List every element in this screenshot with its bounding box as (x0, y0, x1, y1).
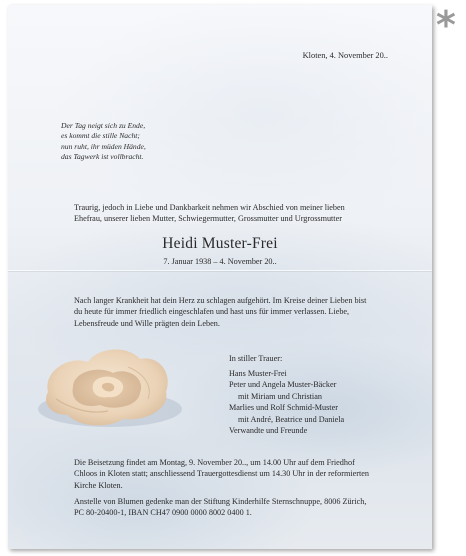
mourners-list (229, 368, 344, 436)
poem-line: Der Tag neigt sich zu Ende, (61, 121, 146, 130)
donation-info (74, 496, 391, 519)
asterisk-icon: * (436, 3, 456, 47)
body-line: du heute für immer friedlich eingeschlafen und hast uns für immer verlassen. Liebe, (74, 307, 350, 317)
mourner-line: Peter und Angela Muster-Bäcker (229, 380, 337, 390)
body-line: Nach langer Krankheit hat dein Herz zu schlagen aufgehört. Im Kreise deiner Lieben bist (74, 296, 367, 305)
poem (61, 121, 146, 163)
body-text (74, 295, 391, 329)
intro-line: Traurig, jedoch in Liebe und Dankbarkeit nehmen wir Abschied von meiner lieben (74, 203, 345, 212)
mourner-line: Marlies und Rolf Schmid-Muster (229, 403, 338, 413)
rose-image (28, 337, 183, 437)
poem-line: das Tagwerk ist vollbracht. (61, 152, 144, 162)
donation-line: Anstelle von Blumen gedenke man der Stiftung Kinderhilfe Sternschnuppe, 8006 Zürich, (74, 497, 367, 506)
body-line: Lebensfreude und Wille prägten dein Leben. (74, 318, 220, 328)
poem-line: nun ruht, ihr müden Hände, (61, 141, 146, 151)
mourners-heading: In stiller Trauer: (229, 354, 283, 363)
mourner-line: Verwandte und Freunde (229, 426, 308, 436)
mourner-line: mit André, Beatrice und Daniela (238, 414, 345, 424)
mourner-line: Hans Muster-Frei (229, 369, 287, 378)
poem-line: es kommt die stille Nacht; (61, 131, 140, 141)
donation-line: PC 80-20400-1, IBAN CH47 0900 0000 8002 0400 1. (74, 508, 252, 518)
funeral-info (74, 457, 391, 491)
obituary-card (8, 5, 432, 549)
mourner-line: mit Miriam und Christian (238, 391, 322, 401)
intro-line: Ehefrau, unserer lieben Mutter, Schwiegermutter, Grossmutter und Urgrossmutter (74, 214, 342, 224)
deceased-name: Heidi Muster-Frei (162, 235, 278, 252)
funeral-line: Chloos in Kloten statt; anschliessend Trauergottesdienst um 14.30 Uhr in der reformierten (74, 469, 370, 479)
funeral-line: Die Beisetzung findet am Montag, 9. November 20.., um 14.00 Uhr auf dem Friedhof (74, 458, 355, 467)
intro-text (74, 202, 391, 225)
fold-line (8, 270, 432, 271)
place-date: Kloten, 4. November 20.. (302, 51, 388, 60)
funeral-line: Kirche Kloten. (74, 480, 123, 490)
life-dates: 7. Januar 1938 – 4. November 20.. (163, 257, 277, 266)
